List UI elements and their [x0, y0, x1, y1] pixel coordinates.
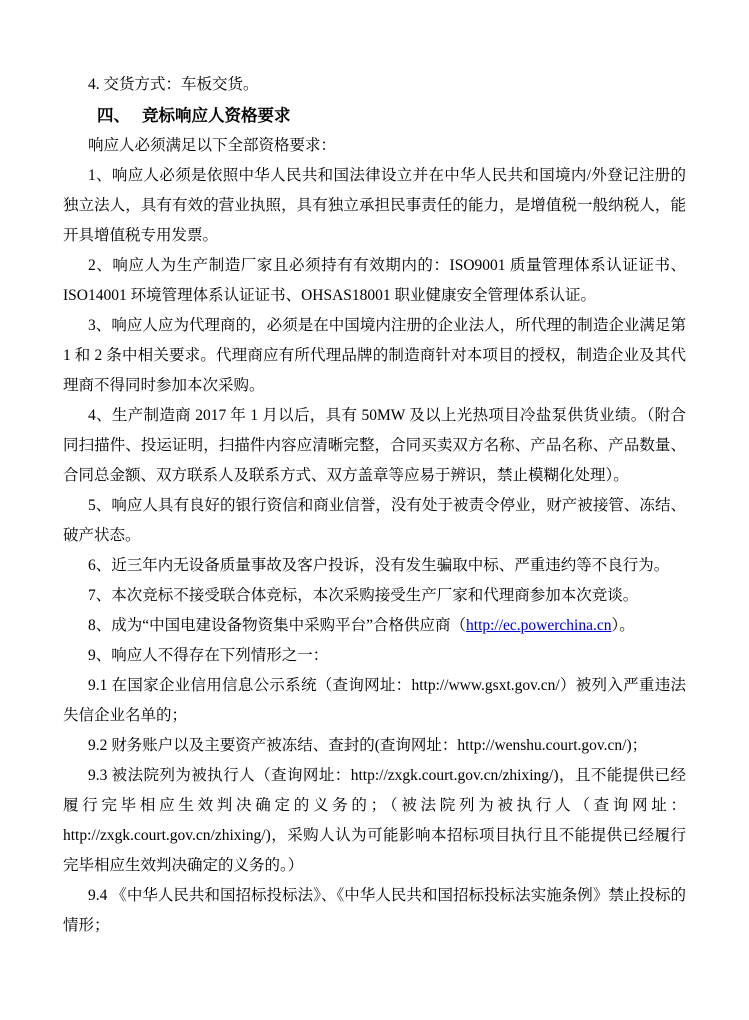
qualification-lead-line: 响应人必须满足以下全部资格要求： [88, 137, 337, 154]
paragraph-8 [63, 611, 686, 641]
text-run: ）。 [611, 617, 635, 634]
text-run: 9.3 被法院列为被执行人（查询网址：http://zxgk.court.gov.cn/zhixing/)，且不能提供已经履行完毕相应生效判决确定的义务的；（被法院列为被执行人（查询网址：http://zxgk.court.gov.cn/zhixing/)，采购人认为可能影响本招标项目执行且不能提供已经履行完毕相应生效判决确定的义务的。） [63, 767, 686, 874]
text-run: 9、响应人不得存在下列情形之一： [88, 647, 329, 664]
text-run: 7、本次竞标不接受联合体竞标，本次采购接受生产厂家和代理商参加本次竞谈。 [88, 587, 639, 604]
text-run: 2、响应人为生产制造厂家且必须持有有效期内的：ISO9001 质量管理体系认证证书、ISO14001 环境管理体系认证证书、OHSAS18001 职业健康安全管理体系认证。 [63, 257, 686, 304]
paragraph-3 [63, 311, 686, 401]
paragraph-11 [63, 731, 686, 761]
text-run: 3、响应人应为代理商的，必须是在中国境内注册的企业法人，所代理的制造企业满足第 1 和 2 条中相关要求。代理商应有所代理品牌的制造商针对本项目的授权，制造企业及其代理商不得同时参加本次采购。 [63, 317, 686, 394]
text-run: 1、响应人必须是依照中华人民共和国法律设立并在中华人民共和国境内/外登记注册的独立法人，具有有效的营业执照，具有独立承担民事责任的能力，是增值税一般纳税人，能开具增值税专用发票。 [63, 167, 686, 244]
paragraph-list [63, 161, 686, 941]
text-run: 9.2 财务账户以及主要资产被冻结、查封的(查询网址：http://wenshu.court.gov.cn/)； [88, 737, 648, 754]
paragraph-4 [63, 401, 686, 491]
paragraph-2 [63, 251, 686, 311]
text-run: 9.4 《中华人民共和国招标投标法》、《中华人民共和国招标投标法实施条例》禁止投标的情形； [63, 887, 686, 934]
paragraph-12 [63, 761, 686, 881]
text-run: 6、近三年内无设备质量事故及客户投诉，没有发生骗取中标、严重违约等不良行为。 [88, 557, 670, 574]
text-run: 9.1 在国家企业信用信息公示系统（查询网址：http://www.gsxt.gov.cn/）被列入严重违法失信企业名单的； [63, 677, 686, 724]
paragraph-13 [63, 881, 686, 941]
paragraph-1 [63, 161, 686, 251]
text-run: 8、成为“中国电建设备物资集中采购平台”合格供应商（ [88, 617, 467, 634]
paragraph-6 [63, 551, 686, 581]
paragraph-9 [63, 641, 686, 671]
paragraph-5 [63, 491, 686, 551]
text-run: 4、生产制造商 2017 年 1 月以后，具有 50MW 及以上光热项目冷盐泵供货业绩。（附合同扫描件、投运证明，扫描件内容应清晰完整，合同买卖双方名称、产品名称、产品数量、合同总金额、双方联系人及联系方式、双方盖章等应易于辨识，禁止模糊化处理）。 [63, 407, 686, 484]
paragraph-7 [63, 581, 686, 611]
delivery-method-line: 4. 交货方式：车板交货。 [88, 76, 259, 93]
section-heading-number: 四、 [97, 106, 130, 125]
text-run: 5、响应人具有良好的银行资信和商业信誉，没有处于被责令停业，财产被接管、冻结、破产状态。 [63, 497, 686, 544]
section-heading [63, 100, 686, 131]
paragraph-10 [63, 671, 686, 731]
section-heading-title: 竞标响应人资格要求 [142, 106, 291, 125]
powerchina-link[interactable]: http://ec.powerchina.cn [466, 617, 612, 634]
